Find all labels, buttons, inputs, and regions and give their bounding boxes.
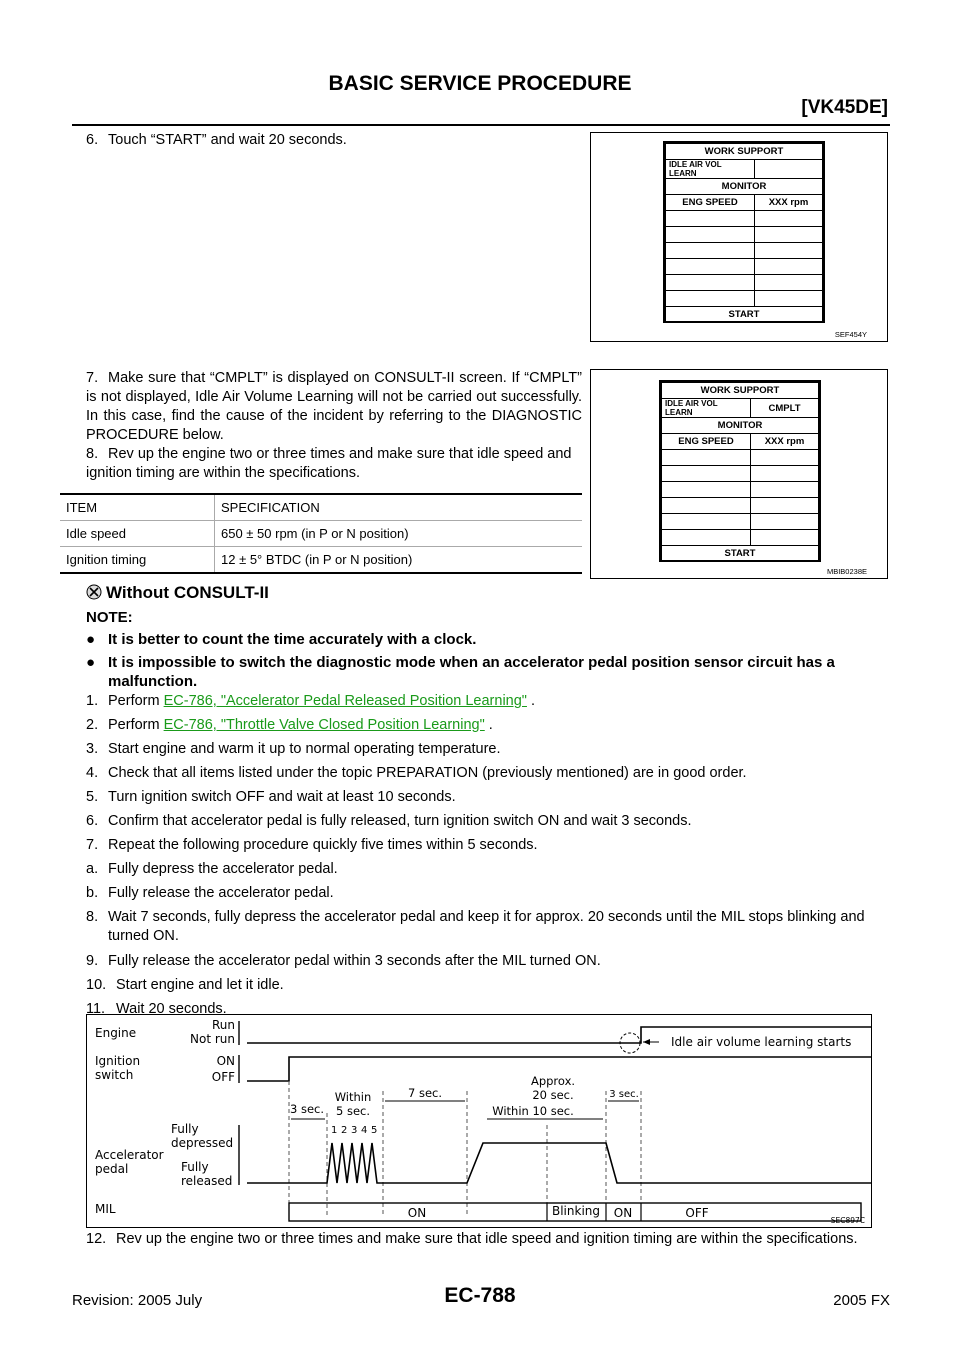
label-within-10sec: Within 10 sec.	[492, 1104, 574, 1118]
step-7: 7. Make sure that “CMPLT” is displayed on CONSULT-II screen. If “CMPLT” is not displayed, Idle Air Volume Learning will not be carried out successfully. In this case, find the cause of the incident by referring to the DIAGNOSTIC PROCEDURE below.	[86, 370, 582, 443]
page-header-title: BASIC SERVICE PROCEDURE	[328, 72, 632, 95]
label-20sec: 20 sec.	[532, 1088, 574, 1102]
mil-on: ON	[407, 1206, 427, 1220]
eng-speed-label: ENG SPEED	[662, 434, 751, 450]
figure-code-1: SEF454Y	[834, 330, 867, 339]
table-cell: 12 ± 5° BTDC (in P or N position)	[215, 547, 583, 574]
count-2: 2	[341, 1125, 348, 1136]
table-header: SPECIFICATION	[215, 494, 583, 521]
consult-screen-1	[663, 141, 825, 323]
step-8: 8. Rev up the engine two or three times and make sure that idle speed and ignition timing are within the specifications.	[86, 446, 572, 481]
engine-model-code: [VK45DE]	[801, 97, 888, 118]
footer-model: 2005 FX	[833, 1292, 890, 1309]
label-mil: MIL	[95, 1202, 116, 1216]
consult-screen-figure-2	[590, 369, 888, 579]
monitor-label: MONITOR	[662, 418, 819, 434]
list-item: 5. Turn ignition switch OFF and wait at least 10 seconds.	[86, 789, 456, 805]
label-accelerator: Accelerator	[95, 1148, 164, 1162]
note-2: ● It is impossible to switch the diagnostic mode when an accelerator pedal position sensor circuit has a malfunction.	[86, 654, 835, 690]
list-item: b. Fully release the accelerator pedal.	[86, 885, 334, 901]
idle-air-vol-learn-value: CMPLT	[751, 399, 819, 418]
eng-speed-value: XXX rpm	[751, 434, 819, 450]
count-5: 5	[371, 1125, 378, 1136]
list-item: 8. Wait 7 seconds, fully depress the accelerator pedal and keep it for approx. 20 seconds until the MIL stops blinking and turned ON.	[86, 909, 865, 944]
note-1: ● It is better to count the time accurately with a clock.	[86, 631, 477, 648]
label-within: Within	[334, 1090, 372, 1104]
without-consult-heading: Without CONSULT-II	[86, 583, 269, 603]
list-item: 7. Repeat the following procedure quickly five times within 5 seconds.	[86, 837, 538, 853]
figure-code-2: MBIB0238E	[826, 567, 867, 576]
label-fully-1: Fully	[171, 1122, 199, 1136]
link-throttle-valve-learning[interactable]: EC-786, "Throttle Valve Closed Position Learning"	[163, 717, 485, 733]
mil-blinking: Blinking	[551, 1204, 601, 1218]
label-pedal: pedal	[95, 1162, 129, 1176]
bullet-icon: ●	[86, 654, 96, 671]
no-consult-icon	[86, 584, 102, 600]
table-cell: Ignition timing	[60, 547, 215, 574]
footer-revision: Revision: 2005 July	[72, 1292, 203, 1309]
label-3sec-2: 3 sec.	[609, 1089, 639, 1100]
list-item: 10. Start engine and let it idle.	[86, 977, 284, 993]
idle-air-vol-learn-label: IDLE AIR VOL LEARN	[662, 399, 751, 418]
label-depressed: depressed	[171, 1136, 234, 1150]
nc-step-2: 2. Perform EC-786, "Throttle Valve Closed Position Learning" .	[86, 717, 493, 733]
eng-speed-label: ENG SPEED	[666, 195, 755, 211]
label-run: Run	[211, 1018, 235, 1032]
timing-diagram	[86, 1014, 872, 1228]
start-button[interactable]: START	[666, 307, 823, 323]
count-3: 3	[351, 1125, 358, 1136]
link-accelerator-pedal-learning[interactable]: EC-786, "Accelerator Pedal Released Position Learning"	[163, 693, 527, 709]
page-number: EC-788	[444, 1284, 516, 1307]
mil-off: OFF	[685, 1206, 709, 1220]
label-idle-learn: Idle air volume learning starts	[671, 1035, 852, 1049]
consult-screen-2	[659, 380, 821, 562]
work-support-label: WORK SUPPORT	[662, 383, 819, 399]
label-ignition: Ignition	[95, 1054, 141, 1068]
table-header-row	[60, 494, 582, 521]
table-cell: 650 ± 50 rpm (in P or N position)	[215, 521, 583, 547]
mil-on-2: ON	[613, 1206, 633, 1220]
table-cell: Idle speed	[60, 521, 215, 547]
label-approx: Approx.	[530, 1074, 576, 1088]
label-released: released	[181, 1174, 233, 1188]
spec-table	[60, 493, 582, 574]
list-item: 4. Check that all items listed under the topic PREPARATION (previously mentioned) are in good order.	[86, 765, 747, 781]
label-ign-on: ON	[216, 1054, 235, 1068]
nc-step-1: 1. Perform EC-786, "Accelerator Pedal Released Position Learning" .	[86, 693, 536, 709]
table-row	[60, 521, 582, 547]
idle-air-vol-learn-value	[755, 160, 823, 179]
idle-air-vol-learn-label: IDLE AIR VOL LEARN	[666, 160, 755, 179]
label-ign-off: OFF	[211, 1070, 235, 1084]
list-item: 11. Wait 20 seconds.	[86, 1001, 227, 1017]
table-header: ITEM	[60, 494, 215, 521]
nc-steps-list	[86, 740, 890, 1024]
monitor-label: MONITOR	[666, 179, 823, 195]
count-4: 4	[361, 1125, 368, 1136]
eng-speed-value: XXX rpm	[755, 195, 823, 211]
list-item: 3. Start engine and warm it up to normal operating temperature.	[86, 741, 501, 757]
label-fully-2: Fully	[181, 1160, 209, 1174]
label-engine: Engine	[95, 1026, 137, 1040]
list-item: a. Fully depress the accelerator pedal.	[86, 861, 338, 877]
timing-diagram-svg	[87, 1015, 871, 1227]
figure-code-3: SEC897C	[830, 1216, 865, 1225]
label-switch: switch	[95, 1068, 134, 1082]
note-label: NOTE:	[86, 609, 133, 626]
list-item: 6. Confirm that accelerator pedal is fully released, turn ignition switch ON and wait 3 seconds.	[86, 813, 692, 829]
count-1: 1	[331, 1125, 338, 1136]
bullet-icon: ●	[86, 631, 96, 648]
label-not-run: Not run	[190, 1032, 235, 1046]
label-7sec: 7 sec.	[407, 1086, 443, 1100]
step-6: 6. Touch “START” and wait 20 seconds.	[86, 132, 347, 148]
consult-screen-figure-1	[590, 132, 888, 342]
label-5sec: 5 sec.	[335, 1104, 371, 1118]
list-item: 9. Fully release the accelerator pedal within 3 seconds after the MIL turned ON.	[86, 953, 601, 969]
nc-step-12: 12. Rev up the engine two or three times and make sure that idle speed and ignition timing are within the specifications.	[86, 1231, 858, 1247]
start-button[interactable]: START	[662, 546, 819, 562]
work-support-label: WORK SUPPORT	[666, 144, 823, 160]
label-3sec: 3 sec.	[290, 1102, 325, 1116]
header-rule	[72, 124, 890, 126]
table-row	[60, 547, 582, 574]
